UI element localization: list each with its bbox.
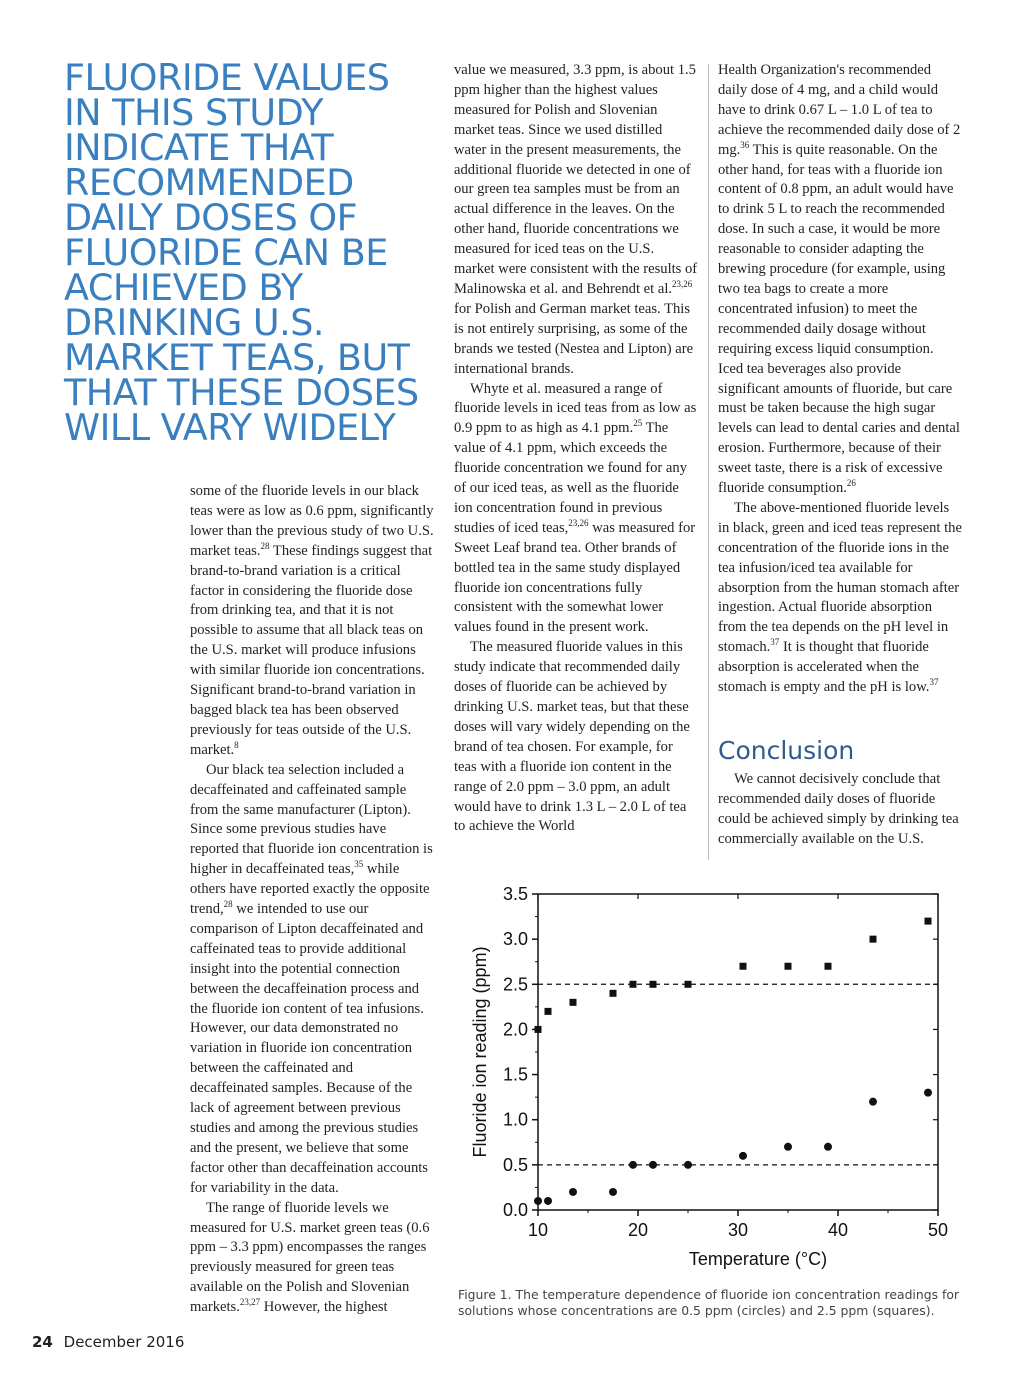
paragraph: We cannot decisively conclude that recommended daily doses of fluoride could be achieved simply by drinking tea commercially available on the U.S. xyxy=(718,771,959,847)
y-tick-label: 2.0 xyxy=(502,1019,528,1040)
y-tick-label: 1.5 xyxy=(502,1064,528,1085)
data-point-circle xyxy=(739,1152,747,1160)
data-point-circle xyxy=(534,1197,542,1205)
data-point-square xyxy=(785,963,792,970)
fluoride-temperature-chart xyxy=(458,878,968,1278)
x-tick-label: 20 xyxy=(627,1220,649,1240)
data-point-square xyxy=(925,918,932,925)
plot-frame xyxy=(538,894,938,1210)
data-point-square xyxy=(825,963,832,970)
paragraph: The above-mentioned fluoride levels in black, green and iced teas represent the concentration of the fluoride ions in the tea infusion/iced tea available for absorption from the human stomach after ingestion. Actual fluoride absorption from the tea depends on the pH level in stomach.$^{37}$ It is thought that fluoride absorption is accelerated when the stomach is empty and the pH is low.$^{37}$ xyxy=(718,499,962,696)
issue-date: December 2016 xyxy=(63,1333,185,1351)
x-tick-label: 50 xyxy=(927,1220,949,1240)
y-tick-label: 2.5 xyxy=(502,974,528,995)
data-point-circle xyxy=(924,1089,932,1097)
text-column-1 xyxy=(190,482,434,1318)
text-column-2 xyxy=(454,61,698,837)
paragraph: some of the fluoride levels in our black teas were as low as 0.6 ppm, significantly lower than the previous study of two U.S. market teas.$^{28}$ These findings suggest that brand-to-brand variation is a critical factor in considering the fluoride dose from drinking tea, and that it is not possible to assume that all black teas on the U.S. market will produce infusions with similar fluoride ion concentrations. Significant brand-to-brand variation in bagged black tea has been observed previously for teas outside of the U.S. market.$^8$ xyxy=(190,483,434,758)
data-point-circle xyxy=(649,1161,657,1169)
x-tick-label: 30 xyxy=(727,1220,749,1240)
data-point-circle xyxy=(609,1188,617,1196)
column-divider xyxy=(708,64,709,860)
y-tick-label: 0.0 xyxy=(502,1200,528,1220)
data-point-square xyxy=(685,981,692,988)
paragraph: The range of fluoride levels we measured for U.S. market green teas (0.6 ppm – 3.3 ppm) encompasses the ranges previously measured for green teas available on the Polish and Slovenian markets.$^{23,27}$ However, the highest xyxy=(190,1199,430,1316)
conclusion-heading: Conclusion xyxy=(718,736,855,765)
data-point-circle xyxy=(784,1143,792,1151)
paragraph: Whyte et al. measured a range of fluoride levels in iced teas from as low as 0.9 ppm to as high as 4.1 ppm.$^{25}$ The value of 4.1 ppm, which exceeds the fluoride concentration we found for any of our iced teas, as well as the fluoride ion concentration found in previous studies of iced teas,$^{23,26}$ was measured for Sweet Leaf brand tea. Other brands of bottled tea in the same study displayed fluoride ion concentrations fully consistent with the somewhat lower values found in the present work. xyxy=(454,380,697,636)
pull-quote: FLUORIDE VALUES IN THIS STUDY INDICATE THAT RECOMMENDED DAILY DOSES OF FLUORIDE CAN BE ACHIEVED BY DRINKING U.S. MARKET TEAS, BUT THAT THESE DOSES WILL VARY WIDELY xyxy=(64,56,419,449)
data-point-square xyxy=(630,981,637,988)
text-column-3 xyxy=(718,61,962,850)
data-point-square xyxy=(610,990,617,997)
paragraph: Our black tea selection included a decaffeinated and caffeinated sample from the same manufacturer (Lipton). Since some previous studies have reported that fluoride ion concentration is higher in decaffeinated teas,$^{35}$ while others have reported exactly the opposite trend,$^{28}$ we intended to use our comparison of Lipton decaffeinated and caffeinated teas to provide additional insight into the potential connection between the decaffeination process and the fluoride ion content of tea infusions. However, our data demonstrated no variation in fluoride ion concentration between the caffeinated and decaffeinated samples. Because of the lack of agreement between previous studies and among the previous studies and the present, we believe that some factor other than decaffeination accounts for variability in the data. xyxy=(190,761,433,1196)
data-point-circle xyxy=(544,1197,552,1205)
paragraph: value we measured, 3.3 ppm, is about 1.5 ppm higher than the highest values measured for Polish and Slovenian market teas. Since we used distilled water in the present measurements, the additional fluoride we detected in one of our green tea samples must be from an actual difference in the leaves. On the other hand, fluoride concentrations we measured for iced teas on the U.S. market were consistent with the results of Malinowska et al. and Behrendt et al.$^{23,26}$ for Polish and German market teas. This is not entirely surprising, as some of the brands we tested (Nestea and Lipton) are international brands. xyxy=(454,62,698,377)
y-axis-label: Fluoride ion reading (ppm) xyxy=(470,946,490,1158)
page-footer xyxy=(32,1333,184,1351)
data-point-square xyxy=(535,1026,542,1033)
x-tick-label: 10 xyxy=(527,1220,549,1240)
figure-caption: Figure 1. The temperature dependence of fluoride ion concentration readings for solutions whose concentrations are 0.5 ppm (circles) and 2.5 ppm (squares). xyxy=(458,1287,960,1318)
data-point-square xyxy=(545,1008,552,1015)
page-number: 24 xyxy=(32,1333,53,1351)
y-tick-label: 3.5 xyxy=(502,884,528,904)
data-point-square xyxy=(870,936,877,943)
y-tick-label: 1.0 xyxy=(502,1109,528,1130)
paragraph: Health Organization's recommended daily dose of 4 mg, and a child would have to drink 0.67 L – 1.0 L of tea to achieve the recommended daily dose of 2 mg.$^{36}$ This is quite reasonable. On the other hand, for teas with a fluoride ion content of 0.8 ppm, an adult would have to drink 5 L to reach the recommended dose. In such a case, it would be more reasonable to consider adapting the brewing procedure (for example, using two tea bags to create a more concentrated infusion) to meet the recommended daily dosage without requiring excess liquid consumption. Iced tea beverages also provide significant amounts of fluoride, but care must be taken because the high sugar levels can lead to dental caries and dental erosion. Furthermore, because of their sweet taste, there is a risk of excessive fluoride consumption.$^{26}$ xyxy=(718,62,961,497)
data-point-circle xyxy=(684,1161,692,1169)
data-point-square xyxy=(570,999,577,1006)
y-tick-label: 0.5 xyxy=(502,1154,528,1175)
data-point-circle xyxy=(569,1188,577,1196)
x-tick-label: 40 xyxy=(827,1220,849,1240)
data-point-circle xyxy=(824,1143,832,1151)
y-tick-label: 3.0 xyxy=(502,929,528,950)
data-point-circle xyxy=(869,1098,877,1106)
x-axis-label: Temperature (°C) xyxy=(688,1249,828,1269)
data-point-circle xyxy=(629,1161,637,1169)
data-point-square xyxy=(740,963,747,970)
data-point-square xyxy=(650,981,657,988)
paragraph: The measured fluoride values in this study indicate that recommended daily doses of fluoride can be achieved by drinking U.S. market teas, but that these doses will vary widely depending on the brand of tea chosen. For example, for teas with a fluoride ion content in the range of 2.0 ppm – 3.0 ppm, an adult would have to drink 1.3 L – 2.0 L of tea to achieve the World xyxy=(454,639,690,835)
